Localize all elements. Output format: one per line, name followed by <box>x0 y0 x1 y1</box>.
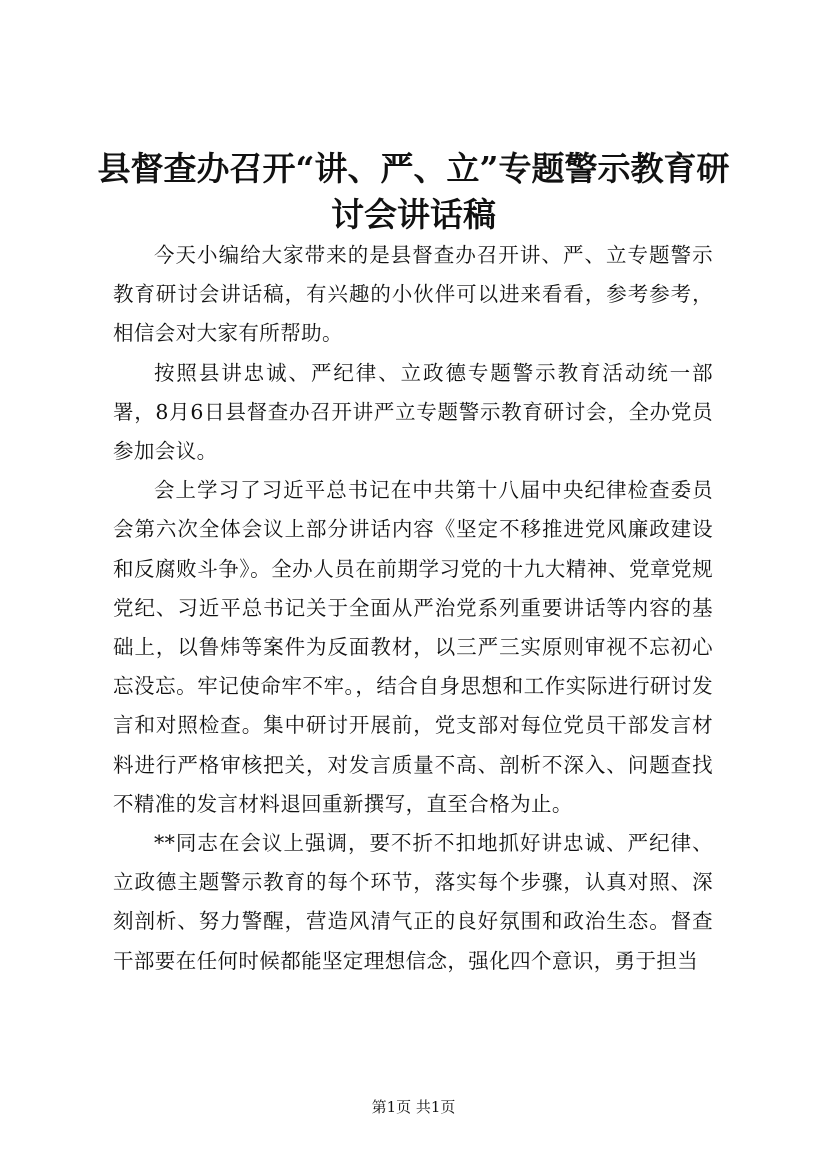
paragraph-emphasis: **同志在会议上强调，要不折不扣地抓好讲忠诚、严纪律、立政德主题警示教育的每个环节，落实每个步骤，认真对照、深刻剖析、努力警醒，营造风清气正的良好氛围和政治生态。督查干部要在任何时候都能坚定理想信念，强化四个意识，勇于担当 <box>113 831 713 973</box>
paragraph-intro: 今天小编给大家带来的是县督查办召开讲、严、立专题警示教育研讨会讲话稿，有兴趣的小伙伴可以进来看看，参考参考，相信会对大家有所帮助。 <box>113 243 713 346</box>
document-body <box>113 236 713 981</box>
page-footer: 第1页 共1页 <box>371 1098 456 1116</box>
paragraph-study: 会上学习了习近平总书记在中共第十八届中央纪律检查委员会第六次全体会议上部分讲话内容《坚定不移推进党风廉政建设和反腐败斗争》。全办人员在前期学习党的十九大精神、党章党规党纪、习近平总书记关于全面从严治党系列重要讲话等内容的基础上，以鲁炜等案件为反面教材，以三严三实原则审视不忘初心忘没忘。牢记使命牢不牢。，结合自身思想和工作实际进行研讨发言和对照检查。集中研讨开展前，党支部对每位党员干部发言材料进行严格审核把关，对发言质量不高、剖析不深入、问题查找不精准的发言材料退回重新撰写，直至合格为止。 <box>113 478 713 816</box>
paragraph-deployment: 按照县讲忠诚、严纪律、立政德专题警示教育活动统一部署，8月6日县督查办召开讲严立专题警示教育研讨会，全办党员参加会议。 <box>113 360 713 464</box>
document-title: 县督查办召开“讲、严、立”专题警示教育研讨会讲话稿 <box>97 149 730 234</box>
